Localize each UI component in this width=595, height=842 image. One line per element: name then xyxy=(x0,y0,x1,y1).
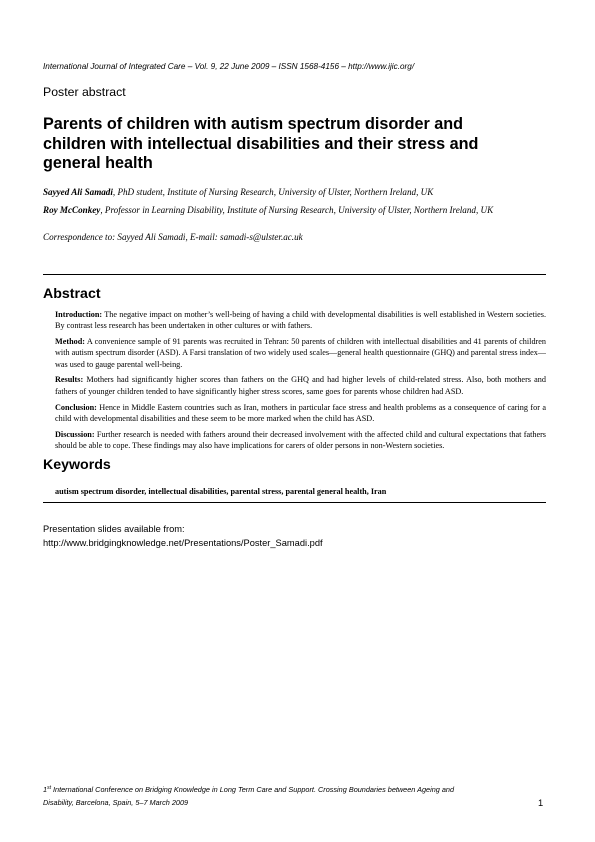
abstract-paragraph xyxy=(55,429,546,452)
author-affiliation: , PhD student, Institute of Nursing Research, University of Ulster, Northern Ireland, UK xyxy=(112,187,434,197)
paragraph-label: Introduction: xyxy=(55,310,103,319)
conference-footer xyxy=(43,784,523,810)
slides-label: Presentation slides available from: xyxy=(43,524,185,534)
paragraph-text: Mothers had significantly higher scores than fathers on the GHQ and had higher levels of child-related stress. Also, both mothers and fathers of younger children tended to have significantly higher stress scores, same goes for parents whose children had ASD. xyxy=(55,375,546,396)
abstract-paragraph xyxy=(55,402,546,425)
journal-header: International Journal of Integrated Care – Vol. 9, 22 June 2009 – ISSN 1568-4156 – http://www.ijic.org/ xyxy=(43,62,415,71)
section-label: Poster abstract xyxy=(43,85,126,99)
abstract-paragraph xyxy=(55,374,546,397)
footer-ordinal: 1 xyxy=(43,785,48,794)
page-number: 1 xyxy=(538,798,544,808)
paragraph-text: A convenience sample of 91 parents was recruited in Tehran: 50 parents of children with intellectual disabilities and 41 parents of children with autism spectrum disorder (ASD). A Farsi translation of two widely used scales—general health questionnaire (GHQ) and parental stress index—was used to gauge parental well-being. xyxy=(55,337,546,369)
footer-ordinal-suffix: st xyxy=(47,785,51,791)
abstract-paragraph xyxy=(55,309,546,332)
article-title: Parents of children with autism spectrum disorder and children with intellectual disabilities and their stress and general health xyxy=(43,115,479,172)
author-name: Sayyed Ali Samadi xyxy=(43,187,113,197)
keywords-heading: Keywords xyxy=(43,457,111,473)
author-line xyxy=(43,205,493,215)
divider xyxy=(43,274,546,275)
paragraph-text: The negative impact on mother’s well-being of having a child with developmental disabilities is well established in Western societies. By contrast less research has been undertaken in other cultures or with fathers. xyxy=(55,310,546,331)
slides-note xyxy=(43,523,323,551)
author-name: Roy McConkey xyxy=(43,205,101,215)
paragraph-text: Hence in Middle Eastern countries such as Iran, mothers in particular face stress and health problems as a consequence of caring for a child with developmental disabilities and these seem to be more marked when the child has ASD. xyxy=(55,402,546,423)
abstract-paragraph xyxy=(55,336,546,370)
abstract-body xyxy=(55,309,546,456)
footer-line xyxy=(43,784,523,797)
divider xyxy=(43,502,546,503)
keywords-list: autism spectrum disorder, intellectual disabilities, parental stress, parental general health, Iran xyxy=(55,487,387,496)
slides-url[interactable]: http://www.bridgingknowledge.net/Presentations/Poster_Samadi.pdf xyxy=(43,537,323,548)
author-line xyxy=(43,187,433,197)
abstract-heading: Abstract xyxy=(43,286,101,302)
author-affiliation: , Professor in Learning Disability, Institute of Nursing Research, University of Ulster, Northern Ireland, UK xyxy=(100,205,494,215)
paragraph-label: Discussion: xyxy=(55,429,95,439)
footer-text: International Conference on Bridging Knowledge in Long Term Care and Support. Crossing Boundaries between Ageing and xyxy=(50,785,455,794)
paragraph-label: Results: xyxy=(55,375,84,385)
footer-line: Disability, Barcelona, Spain, 5–7 March 2009 xyxy=(43,797,189,807)
correspondence-line: Correspondence to: Sayyed Ali Samadi, E-mail: samadi-s@ulster.ac.uk xyxy=(43,232,303,242)
paragraph-text: Further research is needed with fathers around their decreased involvement with the affected child and cultural expectations that fathers should be able to cope. These findings may also have implications for carers of older persons in non-Western societies. xyxy=(55,429,546,450)
paragraph-label: Method: xyxy=(55,337,86,347)
paragraph-label: Conclusion: xyxy=(55,402,97,412)
